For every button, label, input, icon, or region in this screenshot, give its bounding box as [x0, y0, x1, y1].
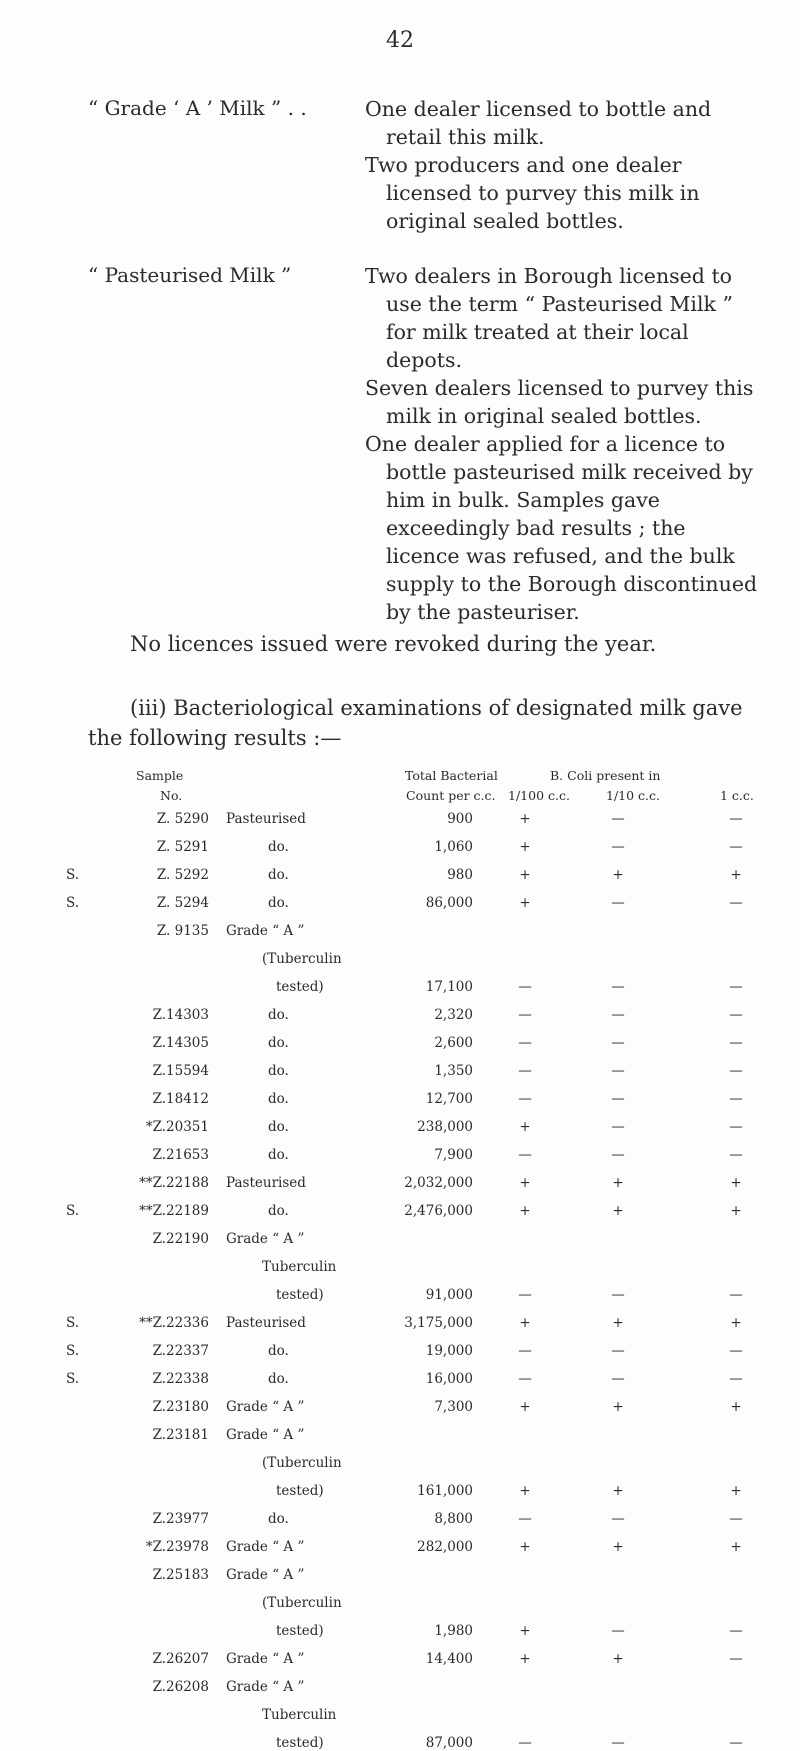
licence-paragraph: One dealer applied for a licence to bottle pasteurised milk received by him in bulk. Samples gave exceedingly bad results ; the licence was refused, and the bulk supply to the Borough discontinued by the pasteuriser. [365, 432, 758, 624]
sample-number: *Z.20351 [145, 1119, 209, 1135]
coli-1-100-cc: + [519, 1315, 531, 1331]
sample-number: Z.23180 [152, 1399, 209, 1415]
coli-1-10-cc: — [611, 895, 625, 911]
coli-1-cc: — [729, 1735, 743, 1751]
grade-description: tested) [276, 1623, 324, 1639]
bacterial-count: 1,980 [434, 1623, 473, 1639]
row-prefix: S. [66, 895, 80, 911]
grade-description: tested) [276, 1287, 324, 1303]
bacterial-count: 91,000 [425, 1287, 473, 1303]
coli-1-10-cc: + [612, 1315, 624, 1331]
coli-1-cc: — [729, 1623, 743, 1639]
coli-1-cc: — [729, 979, 743, 995]
sample-number: Z.22190 [152, 1231, 209, 1247]
bacterial-count: 2,032,000 [404, 1175, 473, 1191]
coli-1-10-cc: — [611, 1007, 625, 1023]
sample-number: Z.22338 [152, 1371, 209, 1387]
grade-description: do. [268, 1119, 289, 1135]
grade-description: (Tuberculin [262, 951, 342, 967]
coli-1-10-cc: — [611, 1371, 625, 1387]
coli-1-cc: — [729, 1007, 743, 1023]
sample-number: Z. 9135 [156, 923, 209, 939]
grade-description: do. [268, 1511, 289, 1527]
bacterial-count: 900 [447, 811, 473, 827]
row-prefix: S. [66, 1315, 80, 1331]
sample-number: Z.23977 [152, 1511, 209, 1527]
bacterial-count: 2,600 [434, 1035, 473, 1051]
coli-1-cc: — [729, 1119, 743, 1135]
grade-description: Grade “ A ” [226, 1231, 305, 1247]
coli-1-100-cc: — [518, 1287, 532, 1303]
grade-description: (Tuberculin [262, 1595, 342, 1611]
grade-description: Grade “ A ” [226, 1651, 305, 1667]
header-total-bacterial: Total Bacterial [405, 768, 498, 783]
sample-number: Z. 5291 [156, 839, 209, 855]
bacterial-count: 7,900 [434, 1147, 473, 1163]
row-prefix: S. [66, 867, 80, 883]
sample-number: Z. 5294 [156, 895, 209, 911]
bacterial-count: 980 [447, 867, 473, 883]
sample-number: Z.25183 [152, 1567, 209, 1583]
coli-1-cc: + [730, 1483, 742, 1499]
bacterial-count: 2,320 [434, 1007, 473, 1023]
grade-description: Tuberculin [262, 1707, 337, 1723]
coli-1-100-cc: — [518, 1035, 532, 1051]
sample-number: Z.26207 [152, 1651, 209, 1667]
grade-description: do. [268, 1063, 289, 1079]
coli-1-10-cc: — [611, 1343, 625, 1359]
coli-1-10-cc: — [611, 1063, 625, 1079]
bacterial-count: 12,700 [425, 1091, 473, 1107]
bacterial-count: 282,000 [417, 1539, 473, 1555]
coli-1-cc: — [729, 1035, 743, 1051]
sample-number: Z.15594 [152, 1063, 209, 1079]
coli-1-100-cc: — [518, 1063, 532, 1079]
grade-a-milk-text [365, 95, 760, 235]
coli-1-cc: — [729, 1371, 743, 1387]
bacterial-count: 87,000 [425, 1735, 473, 1751]
coli-1-10-cc: + [612, 1175, 624, 1191]
coli-1-10-cc: — [611, 1035, 625, 1051]
grade-description: do. [268, 1007, 289, 1023]
coli-1-10-cc: — [611, 839, 625, 855]
coli-1-cc: + [730, 867, 742, 883]
coli-1-cc: + [730, 1203, 742, 1219]
coli-1-100-cc: + [519, 1119, 531, 1135]
coli-1-100-cc: + [519, 1483, 531, 1499]
sample-number: *Z.23978 [145, 1539, 209, 1555]
coli-1-cc: — [729, 895, 743, 911]
coli-1-10-cc: — [611, 1511, 625, 1527]
coli-1-cc: — [729, 1063, 743, 1079]
coli-1-cc: — [729, 1343, 743, 1359]
bacterial-count: 86,000 [425, 895, 473, 911]
coli-1-10-cc: — [611, 1623, 625, 1639]
pasteurised-milk-label: “ Pasteurised Milk ” [88, 263, 292, 287]
grade-description: Tuberculin [262, 1259, 337, 1275]
coli-1-10-cc: + [612, 1399, 624, 1415]
coli-1-10-cc: — [611, 979, 625, 995]
coli-1-100-cc: + [519, 895, 531, 911]
coli-1-10-cc: — [611, 1147, 625, 1163]
grade-description: do. [268, 839, 289, 855]
grade-description: tested) [276, 1483, 324, 1499]
sample-number: Z.23181 [152, 1427, 209, 1443]
coli-1-100-cc: + [519, 811, 531, 827]
header-1-10-cc: 1/10 c.c. [606, 788, 660, 803]
coli-1-100-cc: — [518, 979, 532, 995]
grade-description: do. [268, 1035, 289, 1051]
coli-1-cc: — [729, 1511, 743, 1527]
page-number: 42 [386, 28, 414, 53]
grade-description: do. [268, 1091, 289, 1107]
sample-number: Z.21653 [152, 1147, 209, 1163]
header-1-100-cc: 1/100 c.c. [508, 788, 570, 803]
coli-1-10-cc: — [611, 811, 625, 827]
row-prefix: S. [66, 1343, 80, 1359]
coli-1-100-cc: + [519, 867, 531, 883]
coli-1-100-cc: — [518, 1735, 532, 1751]
bacterial-count: 19,000 [425, 1343, 473, 1359]
coli-1-cc: — [729, 1147, 743, 1163]
sample-number: Z.22337 [152, 1343, 209, 1359]
coli-1-cc: + [730, 1175, 742, 1191]
coli-1-cc: — [729, 1651, 743, 1667]
grade-description: Pasteurised [226, 1175, 306, 1191]
coli-1-10-cc: + [612, 1651, 624, 1667]
coli-1-cc: — [729, 839, 743, 855]
coli-1-100-cc: + [519, 839, 531, 855]
coli-1-10-cc: — [611, 1735, 625, 1751]
sample-number: Z.26208 [152, 1679, 209, 1695]
coli-1-10-cc: + [612, 1539, 624, 1555]
coli-1-100-cc: — [518, 1371, 532, 1387]
coli-1-cc: — [729, 1287, 743, 1303]
licence-paragraph: One dealer licensed to bottle and retail this milk. [365, 97, 712, 149]
grade-description: tested) [276, 1735, 324, 1751]
header-count-per-cc: Count per c.c. [406, 788, 496, 803]
coli-1-100-cc: — [518, 1091, 532, 1107]
grade-description: tested) [276, 979, 324, 995]
bacterial-count: 14,400 [425, 1651, 473, 1667]
coli-1-100-cc: — [518, 1343, 532, 1359]
grade-description: Grade “ A ” [226, 1539, 305, 1555]
coli-1-cc: — [729, 1091, 743, 1107]
grade-description: do. [268, 1371, 289, 1387]
grade-description: Pasteurised [226, 1315, 306, 1331]
coli-1-100-cc: — [518, 1511, 532, 1527]
coli-1-cc: + [730, 1315, 742, 1331]
bacterial-count: 2,476,000 [404, 1203, 473, 1219]
coli-1-100-cc: + [519, 1175, 531, 1191]
licence-paragraph: Two producers and one dealer licensed to purvey this milk in original sealed bottles. [365, 153, 700, 233]
coli-1-100-cc: + [519, 1623, 531, 1639]
licence-paragraph: Seven dealers licensed to purvey this milk in original sealed bottles. [365, 376, 754, 428]
coli-1-100-cc: + [519, 1539, 531, 1555]
bacterial-count: 161,000 [417, 1483, 473, 1499]
grade-description: do. [268, 1147, 289, 1163]
grade-description: Pasteurised [226, 811, 306, 827]
grade-description: (Tuberculin [262, 1455, 342, 1471]
coli-1-10-cc: + [612, 1483, 624, 1499]
bacterial-count: 3,175,000 [404, 1315, 473, 1331]
coli-1-100-cc: + [519, 1399, 531, 1415]
coli-1-10-cc: + [612, 867, 624, 883]
bacterial-count: 16,000 [425, 1371, 473, 1387]
grade-description: Grade “ A ” [226, 1399, 305, 1415]
coli-1-10-cc: — [611, 1287, 625, 1303]
grade-description: Grade “ A ” [226, 1427, 305, 1443]
licence-paragraph: Two dealers in Borough licensed to use the term “ Pasteurised Milk ” for milk treated at their local depots. [365, 264, 733, 372]
row-prefix: S. [66, 1371, 80, 1387]
bacterial-count: 7,300 [434, 1399, 473, 1415]
row-prefix: S. [66, 1203, 80, 1219]
sample-number: **Z.22189 [139, 1203, 209, 1219]
coli-1-10-cc: — [611, 1119, 625, 1135]
coli-1-100-cc: + [519, 1203, 531, 1219]
grade-description: do. [268, 867, 289, 883]
coli-1-cc: + [730, 1399, 742, 1415]
header-1-cc: 1 c.c. [720, 788, 754, 803]
header-sample: Sample [136, 768, 184, 783]
coli-1-cc: + [730, 1539, 742, 1555]
coli-1-100-cc: — [518, 1007, 532, 1023]
grade-description: Grade “ A ” [226, 923, 305, 939]
grade-description: do. [268, 1203, 289, 1219]
sample-number: **Z.22336 [139, 1315, 209, 1331]
coli-1-10-cc: — [611, 1091, 625, 1107]
revoked-note: No licences issued were revoked during the year. [130, 632, 657, 656]
grade-description: Grade “ A ” [226, 1679, 305, 1695]
coli-1-cc: — [729, 811, 743, 827]
bacterial-count: 238,000 [417, 1119, 473, 1135]
bacterial-count: 8,800 [434, 1511, 473, 1527]
coli-1-100-cc: + [519, 1651, 531, 1667]
coli-1-10-cc: + [612, 1203, 624, 1219]
header-sample-no: No. [160, 788, 183, 803]
sample-number: **Z.22188 [139, 1175, 209, 1191]
grade-description: do. [268, 1343, 289, 1359]
sample-number: Z. 5290 [156, 811, 209, 827]
sample-number: Z.14305 [152, 1035, 209, 1051]
coli-1-100-cc: — [518, 1147, 532, 1163]
bacterial-count: 17,100 [425, 979, 473, 995]
sample-number: Z.18412 [152, 1091, 209, 1107]
bacterial-count: 1,350 [434, 1063, 473, 1079]
grade-description: Grade “ A ” [226, 1567, 305, 1583]
header-b-coli: B. Coli present in [550, 768, 661, 783]
sample-number: Z.14303 [152, 1007, 209, 1023]
grade-description: do. [268, 895, 289, 911]
section-heading: (iii) Bacteriological examinations of designated milk gave the following results :— [88, 696, 743, 750]
grade-a-milk-label: “ Grade ‘ A ’ Milk ” . . [88, 96, 307, 120]
pasteurised-milk-text [365, 262, 760, 626]
bacterial-count: 1,060 [434, 839, 473, 855]
sample-number: Z. 5292 [156, 867, 209, 883]
